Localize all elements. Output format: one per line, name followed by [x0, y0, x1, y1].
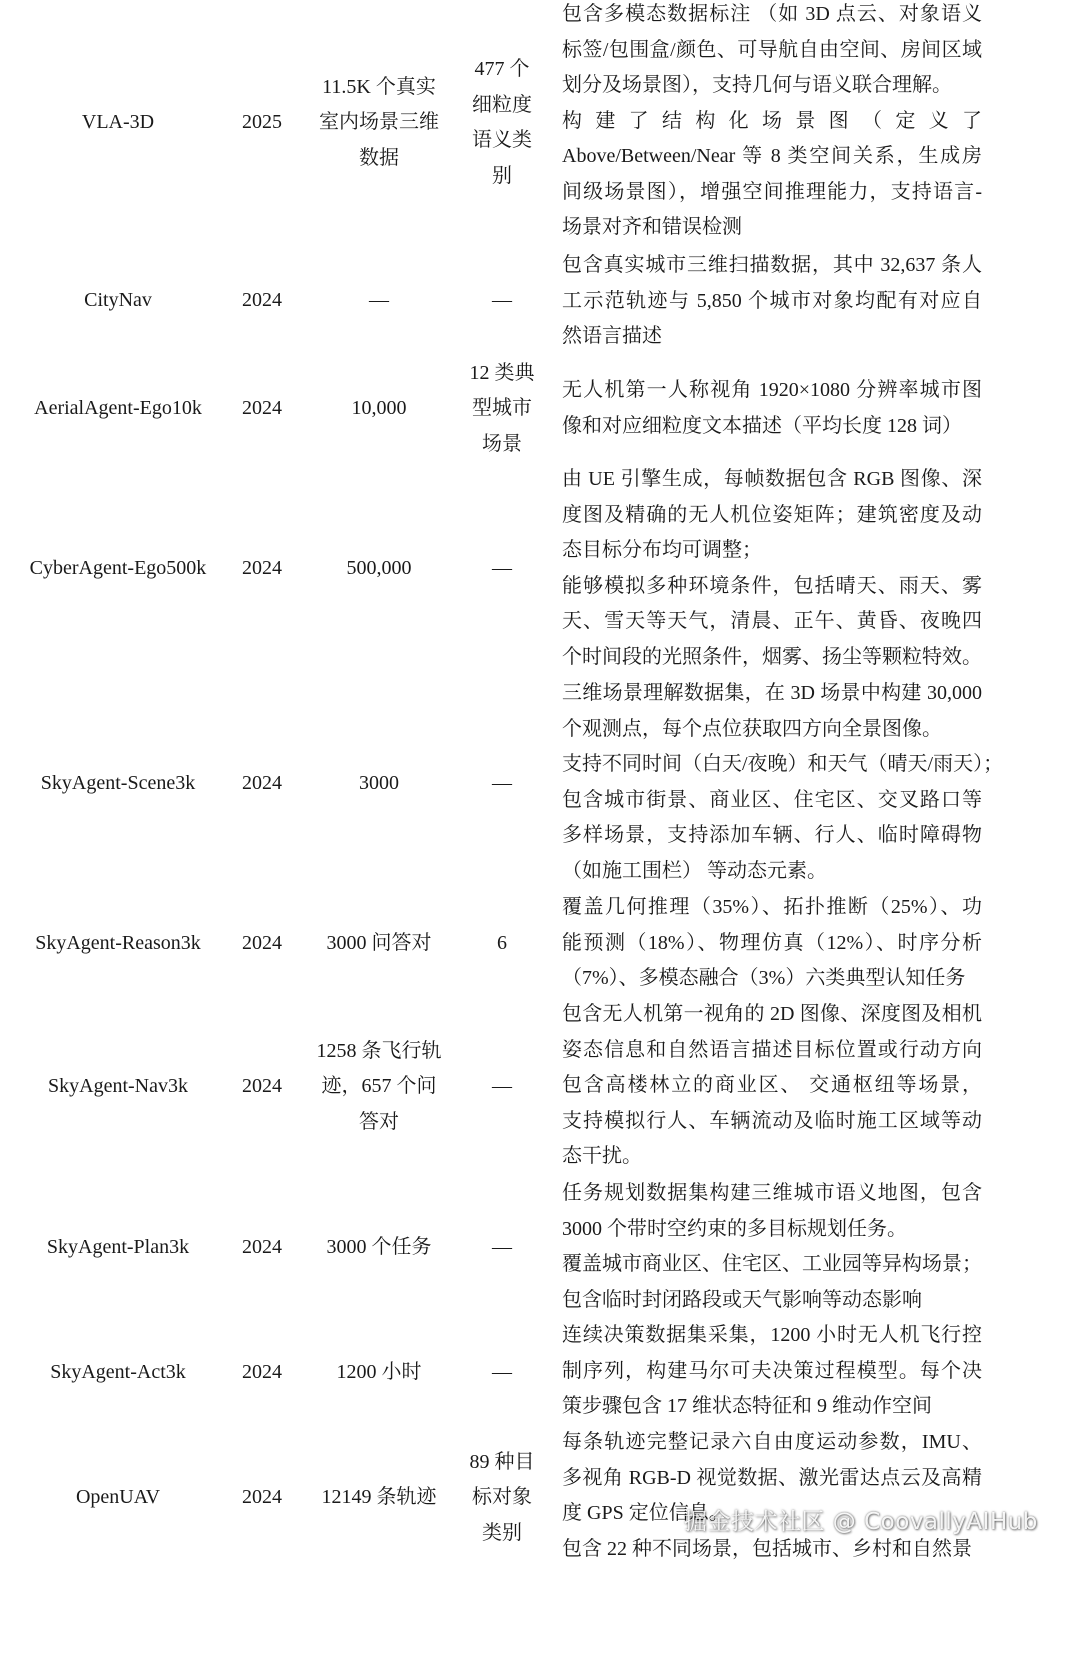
description-line: 工示范轨迹与 5,850 个城市对象均配有对应自 [562, 289, 982, 312]
description-line: 无人机第一人称视角 1920×1080 分辨率城市图 [562, 379, 982, 401]
dataset-year: 2024 [242, 557, 282, 580]
dataset-scale-line: — [369, 289, 389, 312]
description-line: 策步骤包含 17 维状态特征和 9 维动作空间 [562, 1395, 932, 1417]
dataset-categories [462, 551, 542, 587]
description-line: 任务规划数据集构建三维城市语义地图，包含 [562, 1182, 982, 1204]
description-line: 个时间段的光照条件，烟雾、扬尘等颗粒特效。 [562, 645, 982, 668]
dataset-categories-line: 6 [497, 932, 507, 955]
description-line: 姿态信息和自然语言描述目标位置或行动方向 [562, 1038, 982, 1061]
dataset-scale-line: 数据 [359, 146, 399, 169]
dataset-name: CyberAgent-Ego500k [29, 557, 207, 580]
dataset-name: SkyAgent-Plan3k [46, 1236, 190, 1259]
description-line: 连续决策数据集采集，1200 小时无人机飞行控 [562, 1324, 982, 1346]
dataset-categories-line: 477 个 [474, 58, 530, 80]
description-line: 包含高楼林立的商业区、 交通枢纽等场景， [562, 1074, 982, 1096]
dataset-name: SkyAgent-Nav3k [48, 1075, 188, 1098]
dataset-categories-line: 型城市 [472, 397, 532, 420]
description-line: 间级场景图），增强空间推理能力，支持语言- [562, 180, 982, 203]
dataset-year: 2024 [242, 932, 282, 955]
description-line: 度图及精确的无人机位姿矩阵；建筑密度及动 [562, 503, 982, 526]
description-line: （如施工围栏） 等动态元素。 [562, 859, 827, 882]
dataset-scale [312, 391, 446, 427]
description-line: 态干扰。 [562, 1145, 642, 1167]
dataset-scale-line: 11.5K 个真实 [322, 75, 436, 98]
dataset-name: CityNav [84, 289, 152, 312]
description-line: 然语言描述 [562, 325, 662, 347]
description-line: 能够模拟多种环境条件，包括晴天、雨天、雾 [562, 574, 982, 597]
dataset-categories [462, 283, 542, 319]
description-line: 3000 个带时空约束的多目标规划任务。 [562, 1217, 907, 1240]
dataset-year: 2024 [242, 289, 282, 312]
dataset-name: SkyAgent-Act3k [50, 1361, 186, 1384]
description-line: 构 建 了 结 构 化 场 景 图 （ 定 义 了 [562, 109, 982, 132]
description-line: 多样场景，支持添加车辆、行人、临时障碍物 [562, 824, 982, 846]
description-line: 包含临时封闭路段或天气影响等动态影响 [562, 1288, 922, 1311]
dataset-categories-line: — [492, 289, 512, 312]
description-line: 天、雪天等天气，清晨、正午、黄昏、夜晚四 [562, 610, 982, 632]
dataset-scale [312, 1355, 446, 1391]
description-line: 标签/包围盒/颜色、可导航自由空间、房间区域 [562, 38, 982, 61]
description-line: 度 GPS 定位信息。 [562, 1502, 729, 1524]
dataset-scale-line: 3000 个任务 [326, 1236, 432, 1259]
description-line: 像和对应细粒度文本描述（平均长度 128 词） [562, 414, 962, 437]
dataset-categories-line: — [492, 1236, 512, 1259]
dataset-scale-line: 1200 小时 [336, 1361, 422, 1384]
dataset-scale-line: 答对 [359, 1110, 399, 1133]
dataset-name: SkyAgent-Reason3k [35, 932, 201, 955]
dataset-scale [312, 551, 446, 587]
dataset-scale-line: 3000 [359, 772, 399, 795]
dataset-categories [462, 52, 542, 194]
dataset-scale-line: 12149 条轨迹 [321, 1486, 437, 1509]
description-line: 三维场景理解数据集，在 3D 场景中构建 30,000 [562, 682, 982, 704]
dataset-scale-line: 500,000 [346, 557, 412, 580]
dataset-categories-line: — [492, 772, 512, 795]
dataset-categories-line: 语义类 [472, 129, 532, 151]
dataset-year: 2024 [242, 1075, 282, 1098]
dataset-categories-line: — [492, 1361, 512, 1384]
dataset-categories-line: 场景 [482, 432, 522, 455]
dataset-year: 2024 [242, 397, 282, 420]
description-line: 由 UE 引擎生成，每帧数据包含 RGB 图像、深 [562, 468, 982, 490]
dataset-name: OpenUAV [75, 1486, 161, 1509]
dataset-year: 2024 [242, 1486, 282, 1509]
dataset-categories [462, 356, 542, 463]
dataset-categories-line: 别 [492, 164, 512, 187]
dataset-categories-line: — [492, 1075, 512, 1098]
description-line: 每条轨迹完整记录六自由度运动参数，IMU、 [562, 1431, 982, 1453]
description-line: 个观测点，每个点位获取四方向全景图像。 [562, 717, 942, 740]
description-line: 包含无人机第一视角的 2D 图像、深度图及相机 [562, 1003, 982, 1025]
dataset-categories [462, 926, 542, 962]
dataset-scale-line: 10,000 [351, 397, 407, 420]
dataset-year: 2024 [242, 772, 282, 795]
watermark: 掘金技术社区 @ CoovallyAIHub [684, 1509, 1038, 1535]
description-line: 支持不同时间（白天/夜晚）和天气（晴天/雨天）； [562, 753, 1004, 775]
dataset-scale [312, 926, 446, 962]
dataset-scale [312, 70, 446, 177]
dataset-year: 2025 [242, 111, 282, 134]
dataset-categories [462, 1069, 542, 1105]
dataset-scale [312, 283, 446, 319]
dataset-scale-line: 1258 条飞行轨 [316, 1039, 442, 1062]
dataset-scale [312, 1034, 446, 1141]
dataset-name: SkyAgent-Scene3k [40, 772, 196, 795]
description-line: 划分及场景图），支持几何与语义联合理解。 [562, 74, 952, 96]
dataset-year: 2024 [242, 1361, 282, 1384]
description-line: 覆盖城市商业区、住宅区、工业园等异构场景； [562, 1253, 982, 1275]
dataset-scale-line: 3000 问答对 [326, 932, 432, 955]
dataset-scale-line: 迹，657 个问 [321, 1075, 437, 1098]
dataset-scale [312, 1230, 446, 1266]
description-line: 包含多模态数据标注 （如 3D 点云、对象语义 [562, 3, 982, 25]
dataset-categories-line: 89 种目 [469, 1450, 535, 1473]
dataset-categories-line: 12 类典 [469, 361, 535, 384]
dataset-scale [312, 1480, 446, 1516]
dataset-categories-line: 标对象 [472, 1486, 532, 1509]
dataset-categories-line: 细粒度 [472, 93, 532, 116]
description-line: 制序列，构建马尔可夫决策过程模型。每个决 [562, 1359, 982, 1382]
dataset-categories-line: 类别 [482, 1521, 522, 1544]
dataset-categories [462, 1445, 542, 1552]
dataset-scale-line: 室内场景三维 [319, 111, 439, 134]
description-line: 包含 22 种不同场景，包括城市、乡村和自然景 [562, 1537, 972, 1560]
description-line: Above/Between/Near 等 8 类空间关系，生成房 [562, 145, 982, 167]
description-line: 场景对齐和错误检测 [562, 216, 742, 238]
dataset-name: VLA-3D [81, 111, 155, 134]
description-line: 能预测（18%）、物理仿真（12%）、时序分析 [562, 931, 982, 954]
dataset-categories [462, 766, 542, 802]
description-line: 包含真实城市三维扫描数据，其中 32,637 条人 [562, 254, 982, 276]
dataset-categories-line: — [492, 557, 512, 580]
dataset-scale [312, 766, 446, 802]
description-line: 多视角 RGB-D 视觉数据、激光雷达点云及高精 [562, 1466, 982, 1489]
dataset-categories [462, 1230, 542, 1266]
description-line: 态目标分布均可调整； [562, 539, 762, 561]
description-line: （7%）、多模态融合（3%）六类典型认知任务 [562, 967, 966, 989]
description-line: 支持模拟行人、车辆流动及临时施工区域等动 [562, 1109, 982, 1132]
description-line: 包含城市街景、商业区、住宅区、交叉路口等 [562, 788, 982, 811]
description-line: 覆盖几何推理（35%）、拓扑推断（25%）、功 [562, 896, 982, 918]
dataset-year: 2024 [242, 1236, 282, 1259]
dataset-categories [462, 1355, 542, 1391]
dataset-name: AerialAgent-Ego10k [34, 397, 202, 420]
